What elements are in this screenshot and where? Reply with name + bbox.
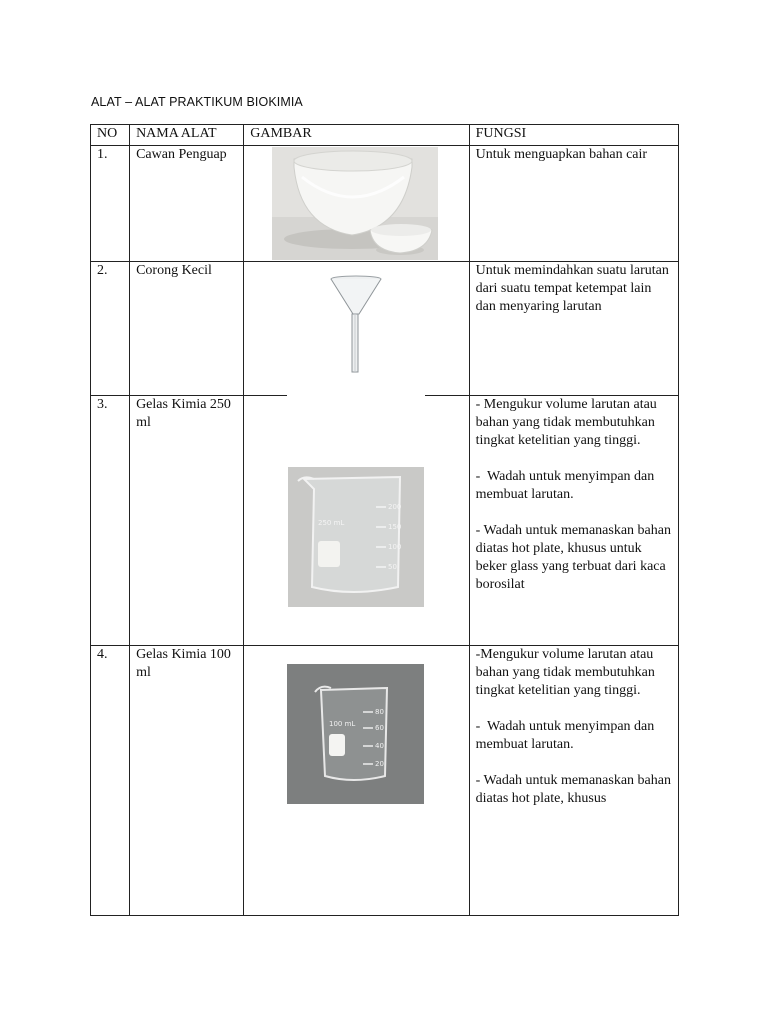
beaker-scale-label: 100 — [388, 543, 402, 551]
funnel-photo-icon — [287, 262, 425, 396]
tool-image-cell — [244, 146, 469, 262]
function-text: Untuk memindahkan suatu larutan dari suatu tempat ketempat lain dan menyaring larutan — [475, 263, 673, 314]
table-row — [91, 146, 679, 262]
header-no: NO — [91, 125, 130, 146]
row-number: 2. — [91, 262, 130, 396]
table-row — [91, 396, 679, 646]
beaker-100ml-photo-icon — [287, 664, 424, 804]
tool-image-cell — [244, 262, 469, 396]
tools-table — [90, 124, 679, 916]
table-row — [91, 262, 679, 396]
table-header-row — [91, 125, 679, 146]
header-nama-alat: NAMA ALAT — [130, 125, 244, 146]
row-number: 1. — [91, 146, 130, 262]
evaporating-dish-photo-icon — [272, 147, 438, 260]
function-text: -Mengukur volume larutan atau bahan yang tidak membutuhkan tingkat ketelitian yang tinggi. — [475, 647, 659, 698]
beaker-scale-label: 80 — [375, 708, 385, 716]
beaker-capacity-label: 100 mL — [329, 720, 356, 728]
tool-function — [469, 262, 678, 396]
beaker-capacity-label: 250 mL — [318, 519, 345, 527]
function-text: - Wadah untuk menyimpan dan membuat larutan. — [475, 719, 658, 752]
beaker-scale-label: 50 — [388, 563, 398, 571]
beaker-scale-label: 150 — [388, 523, 402, 531]
function-text: Untuk menguapkan bahan cair — [475, 147, 648, 162]
function-text: - Wadah untuk menyimpan dan membuat larutan. — [475, 469, 658, 502]
tool-name: Gelas Kimia 100 ml — [130, 646, 244, 916]
beaker-250ml-photo-icon — [288, 467, 424, 607]
tool-image-cell — [244, 646, 469, 916]
document-title: ALAT – ALAT PRAKTIKUM BIOKIMIA — [91, 95, 303, 109]
tool-name: Gelas Kimia 250 ml — [130, 396, 244, 646]
row-number: 3. — [91, 396, 130, 646]
tool-function — [469, 646, 678, 916]
function-text: - Wadah untuk memanaskan bahan diatas hot plate, khusus — [475, 773, 675, 806]
function-text: - Wadah untuk memanaskan bahan diatas hot plate, khusus untuk beker glass yang terbuat dari kaca borosilat — [475, 523, 675, 592]
beaker-scale-label: 20 — [375, 760, 385, 768]
function-text: - Mengukur volume larutan atau bahan yang tidak membutuhkan tingkat ketelitian yang tinggi. — [475, 397, 661, 448]
header-gambar: GAMBAR — [244, 125, 469, 146]
tool-name: Corong Kecil — [130, 262, 244, 396]
tool-function — [469, 396, 678, 646]
tool-image-cell — [244, 396, 469, 646]
header-fungsi: FUNGSI — [469, 125, 678, 146]
table-row — [91, 646, 679, 916]
tool-name: Cawan Penguap — [130, 146, 244, 262]
tool-function — [469, 146, 678, 262]
beaker-scale-label: 60 — [375, 724, 385, 732]
row-number: 4. — [91, 646, 130, 916]
beaker-scale-label: 200 — [388, 503, 402, 511]
beaker-scale-label: 40 — [375, 742, 385, 750]
